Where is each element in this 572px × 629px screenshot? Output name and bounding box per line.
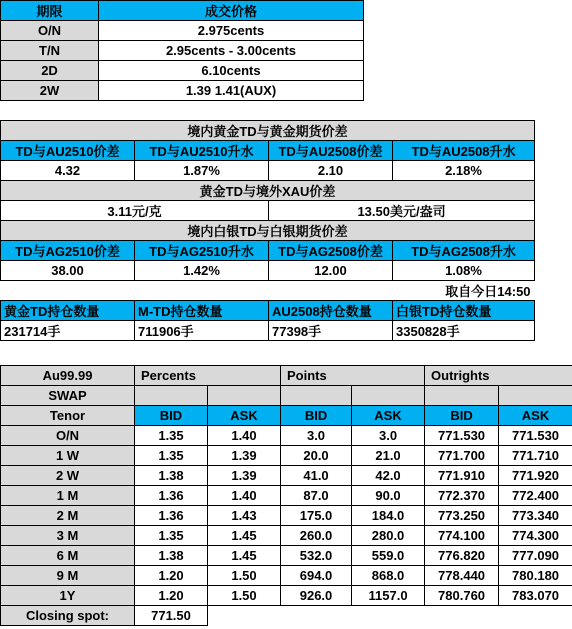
swap-cell: 87.0 bbox=[281, 486, 352, 506]
xau-section-title-row bbox=[1, 181, 535, 201]
silver-header: TD与AG2510升水 bbox=[135, 241, 269, 261]
percents-header: Percents bbox=[135, 366, 281, 386]
swap-cell: 1.38 bbox=[135, 466, 208, 486]
tenor-cell: 3 M bbox=[1, 526, 135, 546]
swap-cell: 3.0 bbox=[352, 426, 425, 446]
swap-cell: 1157.0 bbox=[352, 586, 425, 606]
gold-header: TD与AU2510升水 bbox=[135, 141, 269, 161]
swap-cell: 868.0 bbox=[352, 566, 425, 586]
swap-cell: 694.0 bbox=[281, 566, 352, 586]
swap-cell: 260.0 bbox=[281, 526, 352, 546]
rate-price: 6.10cents bbox=[99, 61, 364, 81]
swap-cell: 1.43 bbox=[208, 506, 281, 526]
xau-section-title: 黄金TD与境外XAU价差 bbox=[1, 181, 535, 201]
swap-cell: 1.40 bbox=[208, 486, 281, 506]
position-value-row bbox=[1, 321, 535, 341]
position-header: 白银TD持仓数量 bbox=[393, 301, 535, 321]
silver-value: 1.08% bbox=[393, 261, 535, 281]
gold-value: 2.18% bbox=[393, 161, 535, 181]
closing-spot-label: Closing spot: bbox=[1, 606, 135, 626]
tenor-cell: 1 M bbox=[1, 486, 135, 506]
price-header: 成交价格 bbox=[99, 1, 364, 21]
silver-value: 38.00 bbox=[1, 261, 135, 281]
swap-cell: 777.090 bbox=[499, 546, 572, 566]
ask-header: ASK bbox=[352, 406, 425, 426]
swap-cell: 772.370 bbox=[425, 486, 499, 506]
swap-cell: 1.20 bbox=[135, 566, 208, 586]
position-value: 3350828手 bbox=[393, 321, 535, 341]
rate-row bbox=[1, 41, 364, 61]
ask-header: ASK bbox=[499, 406, 572, 426]
tenor-cell: 6 M bbox=[1, 546, 135, 566]
swap-cell: 774.100 bbox=[425, 526, 499, 546]
gold-header: TD与AU2508升水 bbox=[393, 141, 535, 161]
rate-term: T/N bbox=[1, 41, 99, 61]
swap-cell: 773.340 bbox=[499, 506, 572, 526]
swap-cell: 1.39 bbox=[208, 446, 281, 466]
swap-cell: 780.760 bbox=[425, 586, 499, 606]
position-value: 231714手 bbox=[1, 321, 135, 341]
gold-value: 4.32 bbox=[1, 161, 135, 181]
swap-cell: 184.0 bbox=[352, 506, 425, 526]
swap-cell: 1.39 bbox=[208, 466, 281, 486]
silver-section-title: 境内白银TD与白银期货价差 bbox=[1, 221, 535, 241]
bid-header: BID bbox=[425, 406, 499, 426]
swap-cell: 1.45 bbox=[208, 526, 281, 546]
gold-value: 2.10 bbox=[269, 161, 393, 181]
swap-cell: 1.50 bbox=[208, 566, 281, 586]
rate-price: 1.39 1.41(AUX) bbox=[99, 81, 364, 101]
position-value: 77398手 bbox=[269, 321, 393, 341]
swap-cell: 280.0 bbox=[352, 526, 425, 546]
tenor-cell: 2 W bbox=[1, 466, 135, 486]
rate-term: 2D bbox=[1, 61, 99, 81]
rate-price: 2.975cents bbox=[99, 21, 364, 41]
tenor-cell: 2 M bbox=[1, 506, 135, 526]
swap-cell: 1.35 bbox=[135, 526, 208, 546]
swap-cell: 771.700 bbox=[425, 446, 499, 466]
swap-cell: 1.45 bbox=[208, 546, 281, 566]
silver-header-row bbox=[1, 241, 535, 261]
swap-cell: 175.0 bbox=[281, 506, 352, 526]
silver-header: TD与AG2508价差 bbox=[269, 241, 393, 261]
swap-row bbox=[1, 546, 572, 566]
ask-header: ASK bbox=[208, 406, 281, 426]
rate-term: O/N bbox=[1, 21, 99, 41]
swap-cell: 771.710 bbox=[499, 446, 572, 466]
swap-cell: 20.0 bbox=[281, 446, 352, 466]
gold-header: TD与AU2510价差 bbox=[1, 141, 135, 161]
bid-header: BID bbox=[281, 406, 352, 426]
swap-cell: 21.0 bbox=[352, 446, 425, 466]
rate-price: 2.95cents - 3.00cents bbox=[99, 41, 364, 61]
closing-spot-value: 771.50 bbox=[135, 606, 208, 626]
swap-cell: 771.920 bbox=[499, 466, 572, 486]
rate-header-row bbox=[1, 1, 364, 21]
swap-cell: 771.910 bbox=[425, 466, 499, 486]
swap-cell: 778.440 bbox=[425, 566, 499, 586]
silver-section-title-row bbox=[1, 221, 535, 241]
position-value: 711906手 bbox=[135, 321, 269, 341]
swap-row bbox=[1, 446, 572, 466]
swap-cell: 1.36 bbox=[135, 486, 208, 506]
bid-header: BID bbox=[135, 406, 208, 426]
silver-header: TD与AG2510价差 bbox=[1, 241, 135, 261]
position-header: 黄金TD持仓数量 bbox=[1, 301, 135, 321]
term-header: 期限 bbox=[1, 1, 99, 21]
position-header-row bbox=[1, 301, 535, 321]
swap-cell: 42.0 bbox=[352, 466, 425, 486]
swap-row bbox=[1, 426, 572, 446]
swap-column-header-row bbox=[1, 406, 572, 426]
swap-cell: 772.400 bbox=[499, 486, 572, 506]
silver-value: 12.00 bbox=[269, 261, 393, 281]
swap-cell: 1.40 bbox=[208, 426, 281, 446]
swap-row bbox=[1, 466, 572, 486]
points-header: Points bbox=[281, 366, 425, 386]
gold-section-title-row bbox=[1, 121, 535, 141]
swap-cell: 1.20 bbox=[135, 586, 208, 606]
swap-cell: 532.0 bbox=[281, 546, 352, 566]
swap-cell: 926.0 bbox=[281, 586, 352, 606]
rate-row bbox=[1, 81, 364, 101]
gold-value: 1.87% bbox=[135, 161, 269, 181]
rate-term: 2W bbox=[1, 81, 99, 101]
source-row bbox=[1, 281, 535, 301]
swap-cell: 773.250 bbox=[425, 506, 499, 526]
tenor-cell: 1 W bbox=[1, 446, 135, 466]
swap-cell: 1.50 bbox=[208, 586, 281, 606]
rate-row bbox=[1, 21, 364, 41]
swap-cell: 780.180 bbox=[499, 566, 572, 586]
gold-value-row bbox=[1, 161, 535, 181]
silver-value-row bbox=[1, 261, 535, 281]
gold-header: TD与AU2508价差 bbox=[269, 141, 393, 161]
swap-row bbox=[1, 586, 572, 606]
swap-cell: 771.530 bbox=[499, 426, 572, 446]
swap-table bbox=[0, 365, 572, 626]
swap-cell: 776.820 bbox=[425, 546, 499, 566]
swap-cell: 1.35 bbox=[135, 446, 208, 466]
tenor-header: Tenor bbox=[1, 406, 135, 426]
tenor-cell: 9 M bbox=[1, 566, 135, 586]
swap-row bbox=[1, 566, 572, 586]
td-spread-table bbox=[0, 120, 535, 341]
swap-cell: 774.300 bbox=[499, 526, 572, 546]
gold-section-title: 境内黄金TD与黄金期货价差 bbox=[1, 121, 535, 141]
swap-cell: 1.35 bbox=[135, 426, 208, 446]
swap-cell: 1.36 bbox=[135, 506, 208, 526]
swap-row bbox=[1, 486, 572, 506]
outrights-header: Outrights bbox=[425, 366, 572, 386]
xau-value-row bbox=[1, 201, 535, 221]
silver-header: TD与AG2508升水 bbox=[393, 241, 535, 261]
swap-row bbox=[1, 506, 572, 526]
tenor-cell: 1Y bbox=[1, 586, 135, 606]
swap-cell: 41.0 bbox=[281, 466, 352, 486]
product-label: Au99.99 bbox=[1, 366, 135, 386]
swap-cell: 783.070 bbox=[499, 586, 572, 606]
xau-value-usd: 13.50美元/盎司 bbox=[269, 201, 535, 221]
swap-cell: 3.0 bbox=[281, 426, 352, 446]
position-header: AU2508持仓数量 bbox=[269, 301, 393, 321]
swap-cell: 90.0 bbox=[352, 486, 425, 506]
swap-cell: 559.0 bbox=[352, 546, 425, 566]
source-note: 取自今日14:50 bbox=[445, 284, 531, 299]
interbank-rate-table bbox=[0, 0, 364, 101]
rate-row bbox=[1, 61, 364, 81]
position-header: M-TD持仓数量 bbox=[135, 301, 269, 321]
silver-value: 1.42% bbox=[135, 261, 269, 281]
xau-value-cny: 3.11元/克 bbox=[1, 201, 269, 221]
tenor-cell: O/N bbox=[1, 426, 135, 446]
gold-header-row bbox=[1, 141, 535, 161]
closing-spot-row bbox=[1, 606, 572, 626]
swap-label-row bbox=[1, 386, 572, 406]
swap-cell: 771.530 bbox=[425, 426, 499, 446]
swap-cell: 1.38 bbox=[135, 546, 208, 566]
swap-label: SWAP bbox=[1, 386, 135, 406]
swap-row bbox=[1, 526, 572, 546]
swap-top-row bbox=[1, 366, 572, 386]
